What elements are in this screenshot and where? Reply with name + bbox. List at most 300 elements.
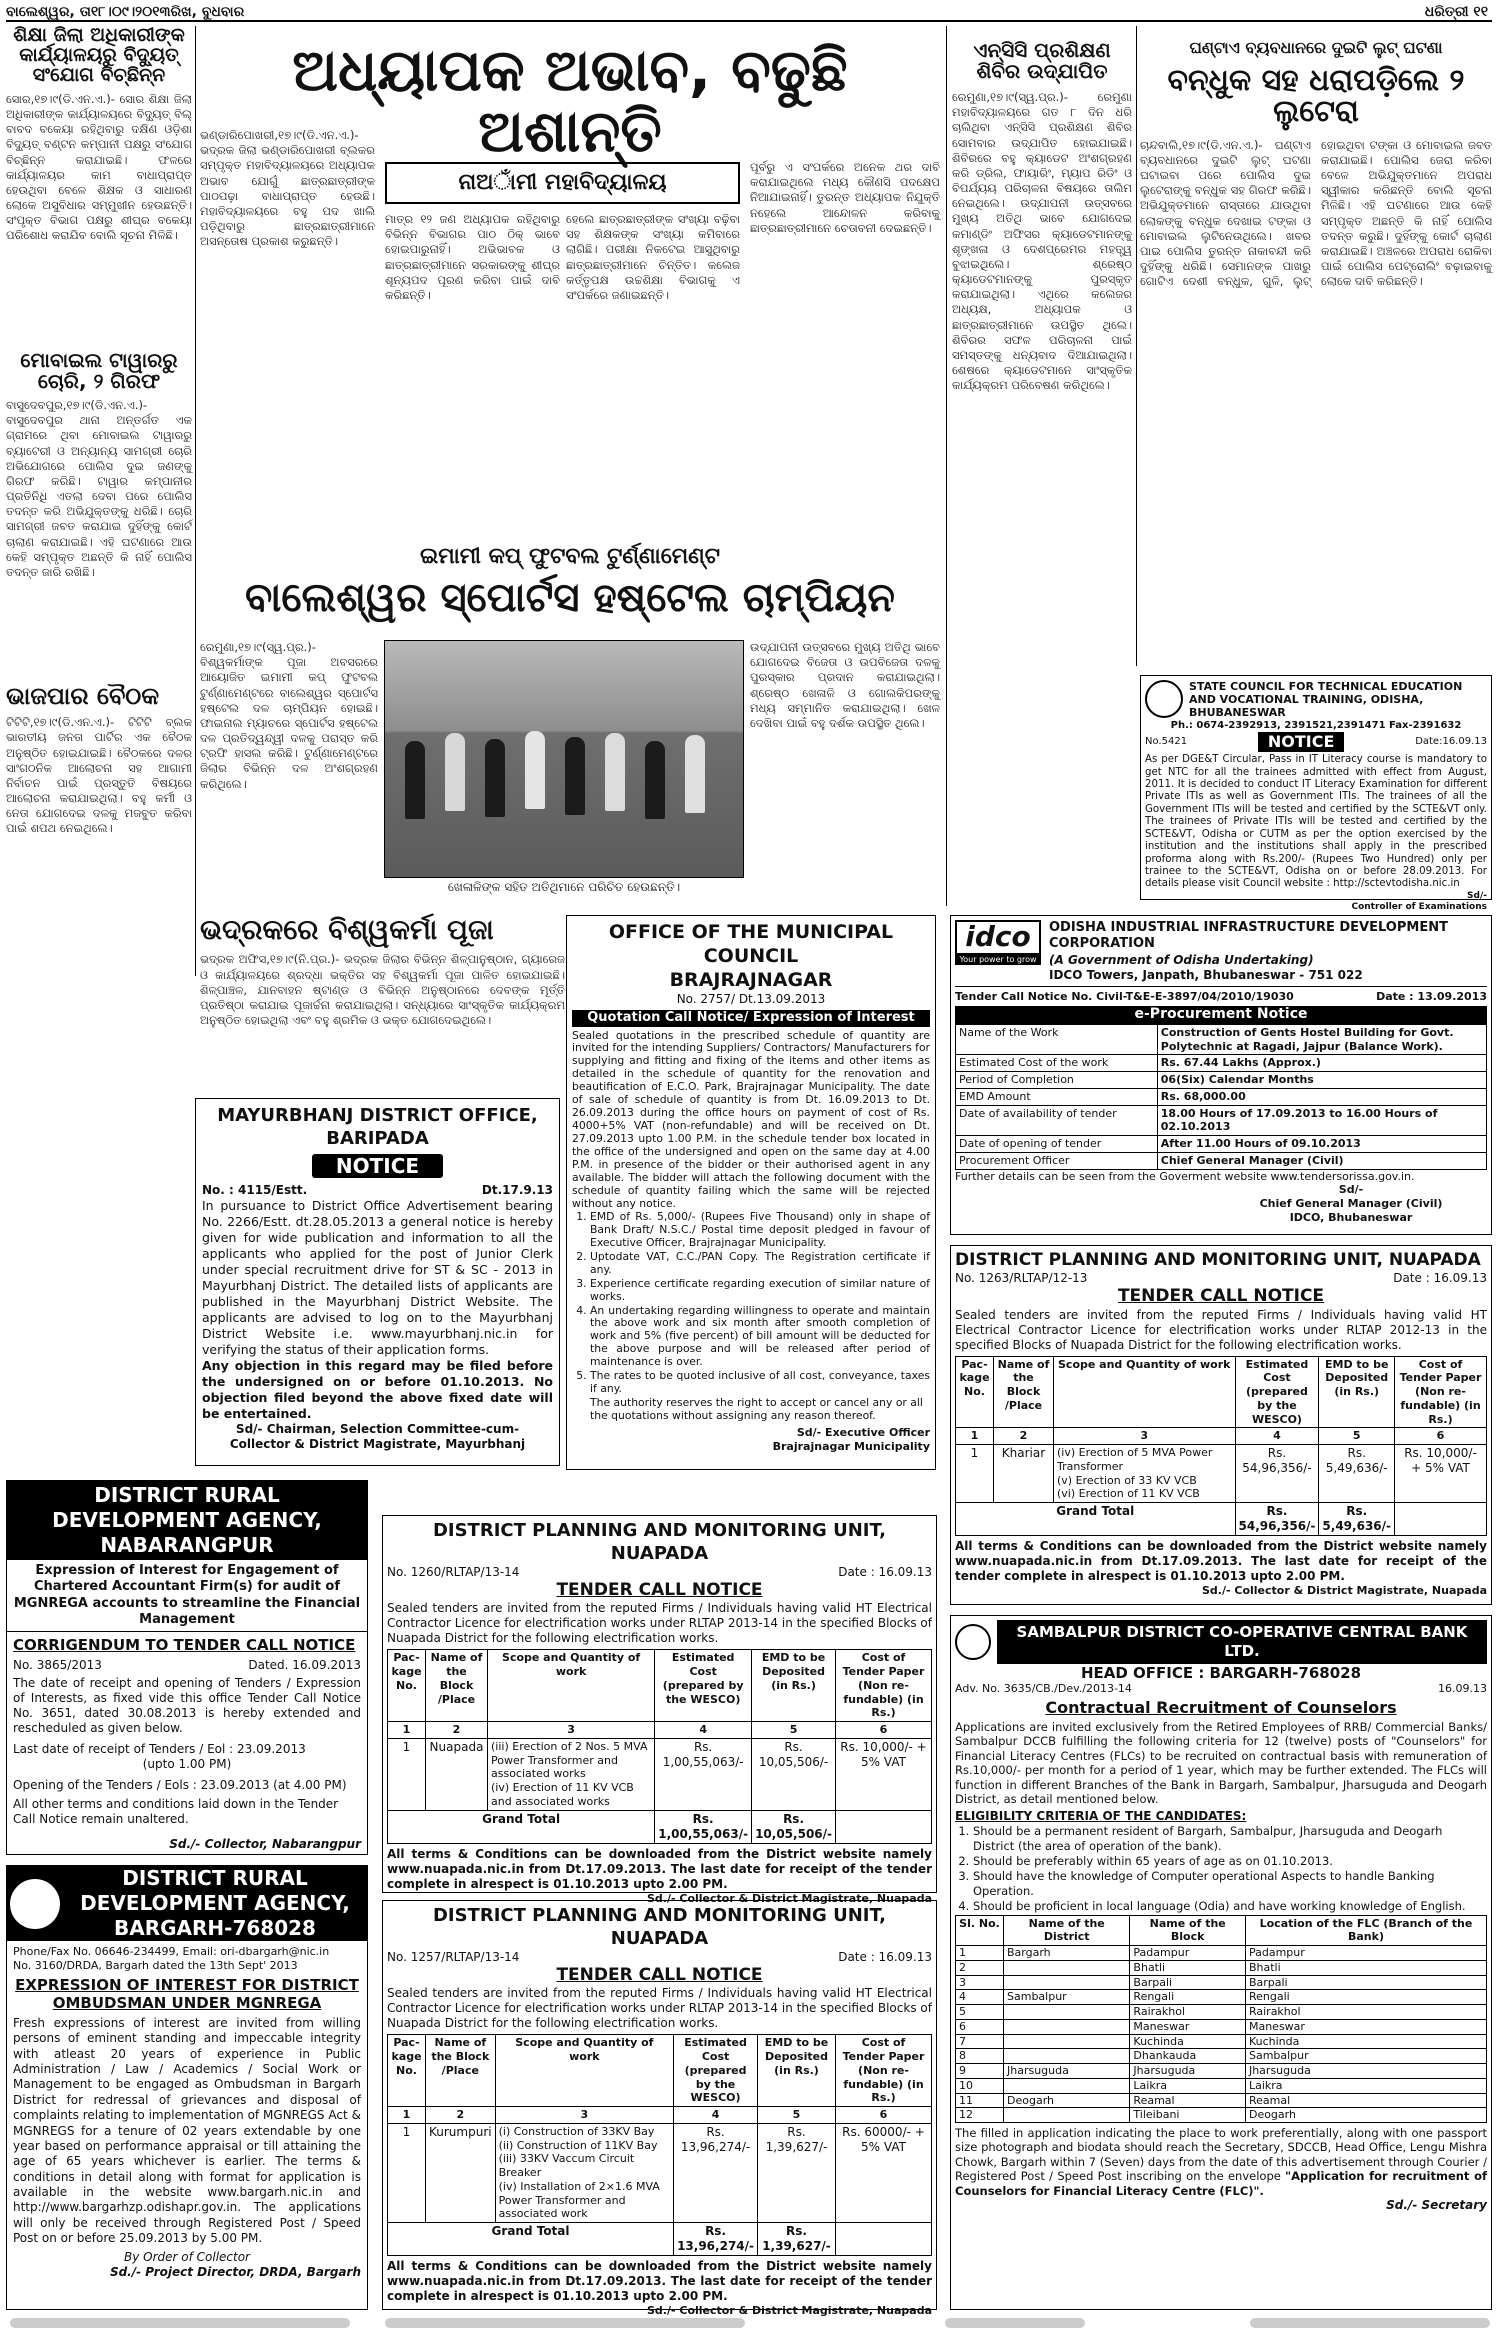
drda-bargarh-notice <box>6 1865 368 2310</box>
drda2-sign: Sd./- Project Director, DRDA, Bargarh <box>109 2265 361 2280</box>
table-cell <box>1395 1503 1487 1536</box>
mayurbhanj-title: MAYURBHANJ DISTRICT OFFICE, BARIPADA <box>217 1105 538 1149</box>
story-tower-theft-title: ମୋବାଇଲ ଟାୱାରରୁ ଚୋରି, ୨ ଗିରଫ <box>20 348 178 393</box>
table-cell: 06(Six) Calendar Months <box>1157 1072 1486 1089</box>
table-header-row <box>956 1356 1487 1428</box>
table-cell: 3 <box>495 2107 673 2124</box>
table-cell: Rs. 10,05,506/- <box>752 1738 836 1810</box>
scope-line: (iii) Erection of 2 Nos. 5 MVA Power Transformer and associated works <box>491 1739 648 1781</box>
table-cell: Padampur <box>1245 1946 1486 1961</box>
nua2-subtitle: TENDER CALL NOTICE <box>556 1580 763 1600</box>
table-cell: Jharsuguda <box>1004 2064 1130 2079</box>
list-item: 4. An undertaking regarding willingness to operate and maintain the above work and six month after smooth completion of work and 5% (five percent) of bill amount will be deducted for the above purpose and will be released after period of maintenance is over. <box>590 1305 930 1370</box>
nua3-sign: Sd./- Collector & District Magistrate, Nuapada <box>647 2304 932 2317</box>
municipal-docs-list <box>572 1211 930 1396</box>
table-row <box>388 2223 932 2256</box>
story-electricity-text: ସୋର,୧୭।୯(ଡି.ଏନ.ଏ.)- ସୋର ଶିକ୍ଷା ଜିଲା ଅଧିକାରୀଙ୍କ କାର୍ଯ୍ୟାଳୟରେ ବିଦ୍ୟୁତ୍ ବିଲ୍ ବାବଦ ବକେୟା ରହିଥିବାରୁ ଦକ୍ଷିଣ ଓଡ଼ିଶା ବିଦ୍ୟୁତ୍ ବଣ୍ଟନ କମ୍ପାନୀ ପକ୍ଷରୁ ସଂଯୋଗ ବିଚ୍ଛିନ୍ନ କରାଯାଇଛି। ଫଳରେ କାର୍ଯ୍ୟାଳୟର କାମ ବାଧାପ୍ରାପ୍ତ ହେଉଥିବା ବେଳେ ଶିକ୍ଷକ ଓ ସାଧାରଣ ଲୋକେ ଅସୁବିଧାର ସମ୍ମୁଖୀନ ହେଉଛନ୍ତି। ସଂପୃକ୍ତ ବିଭାଗ ପକ୍ଷରୁ ଶୀଘ୍ର ବକେୟା ପରିଶୋଧ କରାଯିବ ବୋଲି ସୂଚନା ମିଳିଛି। <box>6 91 192 243</box>
table-cell: 4 <box>655 1722 752 1739</box>
table-header-row <box>388 2035 932 2107</box>
table-cell: 9 <box>956 2064 1004 2079</box>
table-cell <box>1004 2005 1130 2020</box>
nua3-date: Date : 16.09.13 <box>838 1950 932 1964</box>
table-header: Pac-kage No. <box>388 2035 426 2107</box>
municipal-title-2: BRAJRAJNAGAR <box>669 968 833 991</box>
scope-line: (vi) Erection of 11 KV VCB <box>1057 1487 1200 1501</box>
mayurbhanj-number: No. : 4115/Estt. <box>202 1183 308 1197</box>
table-cell: 5 <box>758 2107 836 2124</box>
mayurbhanj-objection: Any objection in this regard may be filed before the undersigned on or before 01.10.2013. No objection filed beyond the above fixed date will be entertained. <box>202 1358 553 1421</box>
table-row <box>956 2064 1487 2079</box>
mayurbhanj-notice <box>195 1098 560 1466</box>
table-header: Name of the Block /Place <box>426 1650 488 1722</box>
table-cell: Rs. 60000/- + 5% VAT <box>836 2123 932 2222</box>
table-header: Pac-kage No. <box>956 1356 994 1428</box>
idco-tagline: Your power to grow <box>955 955 1041 965</box>
emblem-icon <box>1145 680 1183 718</box>
table-row <box>956 1503 1487 1536</box>
municipal-sign-1: Sd/- Executive Officer <box>796 1426 930 1440</box>
bank-adv-number: Adv. No. 3635/CB./Dev./2013-14 <box>955 1682 1132 1696</box>
bank-flc-table <box>955 1915 1487 2124</box>
bank-criteria-list <box>955 1824 1487 1913</box>
table-cell: Nuapada <box>426 1738 488 1810</box>
story-ncc-text: ରେମୁଣା,୧୭।୯(ସ୍ୱ.ପ୍ର.)- ରେମୁଣା ମହାବିଦ୍ୟାଳୟରେ ଗତ ୮ ଦିନ ଧରି ଚାଲିଥିବା ଏନ୍‌ସିସି ପ୍ରଶିକ୍ଷଣ ଶିବିର ସୋମବାର ଉଦ୍‌ଯାପିତ ହୋଇଯାଇଛି। ଶିବିରରେ ବହୁ କ୍ୟାଡେଟ ଅଂଶଗ୍ରହଣ କରି ଡ୍ରିଲ, ଫାୟାରିଂ, ମ୍ୟାପ ରିଡିଂ ଓ ବିପର୍ଯ୍ୟୟ ପରିଚାଳନା ବିଷୟରେ ତାଲିମ ନେଇଥିଲେ। ଉଦ୍‌ଯାପନୀ ଉତ୍ସବରେ ମୁଖ୍ୟ ଅତିଥି ଭାବେ ଯୋଗଦେଇ କମାଣ୍ଡିଂ ଅଫିସର କ୍ୟାଡେଟମାନଙ୍କୁ ଶୃଙ୍ଖଳା ଓ ଦେଶପ୍ରେମର ମହତ୍ତ୍ୱ ବୁଝାଇଥିଲେ। ଶ୍ରେଷ୍ଠ କ୍ୟାଡେଟମାନଙ୍କୁ ପୁରସ୍କୃତ କରାଯାଇଥିଲା। ଏଥିରେ କଲେଜର ଅଧ୍ୟକ୍ଷ, ଅଧ୍ୟାପକ ଓ ଛାତ୍ରଛାତ୍ରୀମାନେ ଉପସ୍ଥିତ ଥିଲେ। ଶିବିରର ସଫଳ ପରିଚାଳନା ପାଇଁ ସମସ୍ତଙ୍କୁ ଧନ୍ୟବାଦ ଦିଆଯାଇଥିଲା। ଶେଷରେ କ୍ୟାଡେଟମାନେ ସାଂସ୍କୃତିକ କାର୍ଯ୍ୟକ୍ରମ ପରିବେଷଣ କରିଥିଲେ। <box>952 90 1132 393</box>
table-cell <box>488 1738 655 1810</box>
table-header: Estimated Cost (prepared by the WESCO) <box>1235 1356 1319 1428</box>
table-cell: 1 <box>956 1445 994 1503</box>
sports-col-3 <box>750 640 940 905</box>
football-team-photo <box>384 640 744 878</box>
table-header: Pac-kage No. <box>388 1650 426 1722</box>
nuapada-notice-1260 <box>382 1515 937 1905</box>
table-cell: Deogarh <box>1004 2093 1130 2108</box>
bank-text: Applications are invited exclusively from the Retired Employees of RRB/ Commercial Banks/ Sambalpur DCCB fulfilling the following criteria for 12 (twelve) posts of "Counselors" for Financial Literacy Centres (FLCs) to be recruited on contractual basis with remuneration of Rs.10,000/- per month for a period of 1 year, which may be further extended. The FLCs will function in different Branches of the Bank in Bargarh, Sambalpur, Jharsuguda and Deogarh District, as detail mentioned below. <box>955 1720 1487 1806</box>
scte-date: Date:16.09.13 <box>1415 735 1487 747</box>
scte-notice <box>1140 675 1492 913</box>
table-cell: 1 <box>388 1722 426 1739</box>
table-row <box>388 1810 932 1843</box>
nua2-number: No. 1260/RLTAP/13-14 <box>387 1565 520 1579</box>
bank-footer-envelope: "Application for recruitment of Counselors for Financial Literacy Centre (FLC)". <box>955 2169 1487 2198</box>
table-cell: Rs. 67.44 Lakhs (Approx.) <box>1157 1055 1486 1072</box>
table-header: Cost of Tender Paper (Non re-fundable) (in Rs.) <box>836 2035 932 2107</box>
idco-name: ODISHA INDUSTRIAL INFRASTRUCTURE DEVELOPMENT CORPORATION <box>1049 920 1448 952</box>
photo-caption: ଖେଳାଳିଙ୍କ ସହିତ ଅତିଥିମାନେ ପରିଚିତ ହେଉଛନ୍ତି। <box>447 880 681 894</box>
mayurbhanj-notice-label: NOTICE <box>312 1154 443 1178</box>
table-cell: 4 <box>1235 1428 1319 1445</box>
municipal-title-1: OFFICE OF THE MUNICIPAL COUNCIL <box>608 921 894 967</box>
table-row <box>956 2019 1487 2034</box>
table-cell: Grand Total <box>388 1810 655 1843</box>
nua1-sign: Sd./- Collector & District Magistrate, Nuapada <box>1202 1584 1487 1597</box>
drda1-title: DISTRICT RURAL DEVELOPMENT AGENCY, NABARANGPUR <box>7 1481 367 1560</box>
table-cell: Rs. 1,39,627/- <box>758 2123 836 2222</box>
table-cell: Chief General Manager (Civil) <box>1157 1152 1486 1169</box>
mayurbhanj-date: Dt.17.9.13 <box>481 1183 553 1197</box>
idco-notice <box>950 915 1492 1235</box>
drda1-terms: All other terms and conditions laid down in the Tender Call Notice remain unaltered. <box>13 1796 339 1826</box>
table-cell: Jharsuguda <box>1245 2064 1486 2079</box>
table-header-row <box>956 1915 1487 1946</box>
story-ncc-title: ଏନ୍‌ସିସି ପ୍ରଶିକ୍ଷଣ ଶିବିର ଉଦ୍‌ଯାପିତ <box>973 38 1111 83</box>
list-item: 3. Experience certificate regarding execution of similar nature of works. <box>590 1278 930 1304</box>
scope-line: (iv) Erection of 5 MVA Power Transformer <box>1057 1446 1213 1473</box>
lead-col-4-text: ପୂର୍ବରୁ ଏ ସଂପର୍କରେ ଅନେକ ଥର ଦାବି କରାଯାଇଥିଲେ ମଧ୍ୟ କୌଣସି ପଦକ୍ଷେପ ନିଆଯାଇନାହିଁ। ତୁରନ୍ତ ଅଧ୍ୟାପକ ନିଯୁକ୍ତି ନହେଲେ ଆନ୍ଦୋଳନ କରିବାକୁ ଛାତ୍ରଛାତ୍ରୀମାନେ ଚେତାବନୀ ଦେଇଛନ୍ତି। <box>750 160 940 235</box>
nua2-intro: Sealed tenders are invited from the reputed Firms / Individuals having valid HT Electrical Contractor Licence for electrification works under RLTAP 2013-14 in the specified Blocks of Nuapada District for the following electrification works. <box>387 1601 932 1646</box>
list-item: 4. Should be proficient in local language (Odia) and have working knowledge of English. <box>973 1899 1487 1913</box>
sports-kicker: ଇମାମୀ କପ୍ ଫୁଟବଲ ଟୁର୍ଣ୍ଣାମେଣ୍ଟ <box>419 544 721 569</box>
story-bjp-title: ଭାଜପାର ବୈଠକ <box>6 682 160 710</box>
lead-col-2 <box>385 212 560 538</box>
list-item: 1. Should be a permanent resident of Bargarh, Sambalpur, Jharsuguda and Deogarh District (the area of operation of the bank). <box>973 1824 1487 1853</box>
scope-line: (ii) Construction of 11KV Bay <box>498 2138 658 2152</box>
drda2-phone: Phone/Fax No. 06646-234499, Email: ori-dbargarh@nic.in <box>13 1945 330 1958</box>
nua3-footer: All terms & Conditions can be downloaded from the District website namely www.nuapada.nic.in from Dt.17.09.2013. The last date for receipt of the tender complete in alrespect is 01.10.2013 upto 2.00 PM. <box>387 2259 932 2303</box>
nua3-intro: Sealed tenders are invited from the reputed Firms / Individuals having valid HT Electrical Contractor Licence for electrification works under RLTAP 2013-14 in the specified Blocks of Nuapada District for the following electrification works. <box>387 1986 932 2031</box>
nuapada-notice-1263 <box>950 1245 1492 1605</box>
table-header: Name of the Block /Place <box>426 2035 496 2107</box>
table-row <box>956 2078 1487 2093</box>
table-cell: Rs. 10,000/- + 5% VAT <box>1395 1445 1487 1503</box>
table-cell: Barpali <box>1245 1975 1486 1990</box>
table-cell: Reamal <box>1245 2093 1486 2108</box>
lead-kicker: ନାଅାଁମୀ ମହାବିଦ୍ୟାଳୟ <box>385 162 740 204</box>
table-cell: Jharsuguda <box>1130 2064 1246 2079</box>
table-cell: 3 <box>956 1975 1004 1990</box>
nua2-table <box>387 1649 932 1843</box>
idco-tender-number: Tender Call Notice No. Civil-T&E-E-3897/04/2010/19030 <box>955 989 1294 1003</box>
list-item: 5. The rates to be quoted inclusive of all cost, conveyance, taxes if any. <box>590 1370 930 1396</box>
mayurbhanj-text: In pursuance to District Office Advertisement bearing No. 2266/Estt. dt.28.05.2013 a general notice is hereby given for wide publication and information to all the applicants who applied for the post of Junior Clerk under special recruitment drive for ST & SC - 2013 in Mayurbhanj District. The detailed lists of applicants are published in the Mayurbhanj District Website. The applicants are advised to log on to the Mayurbhanj District Website i.e. www.mayurbhanj.nic.in for verifying the status of their application forms. <box>202 1198 553 1357</box>
nua3-table <box>387 2034 932 2256</box>
drda2-subtitle: EXPRESSION OF INTEREST FOR DISTRICT OMBUDSMAN UNDER MGNREGA <box>15 1975 359 2013</box>
idco-bar: e-Procurement Notice <box>955 1006 1487 1024</box>
table-row <box>956 2034 1487 2049</box>
table-cell: Rengali <box>1130 1990 1246 2005</box>
table-cell: Date of availability of tender <box>956 1105 1158 1136</box>
table-cell <box>1004 2108 1130 2123</box>
nua2-title: DISTRICT PLANNING AND MONITORING UNIT, NUAPADA <box>432 1520 887 1564</box>
table-cell: Bhatli <box>1245 1960 1486 1975</box>
table-cell <box>1054 1445 1236 1503</box>
bank-date: 16.09.13 <box>1438 1682 1487 1696</box>
nua3-title: DISTRICT PLANNING AND MONITORING UNIT, NUAPADA <box>432 1905 887 1949</box>
table-cell: Rs. 10,000/- + 5% VAT <box>836 1738 932 1810</box>
table-cell <box>1004 1960 1130 1975</box>
emblem-icon <box>10 1879 60 1929</box>
table-row <box>956 2005 1487 2020</box>
table-cell: Rs. 1,00,55,063/- <box>655 1738 752 1810</box>
table-cell: Grand Total <box>388 2223 674 2256</box>
story-electricity <box>6 26 192 346</box>
drda1-text: The date of receipt and opening of Tenders / Expression of Interests, as fixed vide this office Tender Call Notice No. 3651, dated 30.08.2013 is hereby extended and rescheduled as given below. <box>13 1675 361 1735</box>
table-cell: Date of opening of tender <box>956 1136 1158 1153</box>
story-bjp-meeting <box>6 684 192 974</box>
table-cell: 7 <box>956 2034 1004 2049</box>
bank-title: SAMBALPUR DISTRICT CO-OPERATIVE CENTRAL BANK LTD. <box>997 1620 1487 1664</box>
table-cell: Kurumpuri <box>426 2123 496 2222</box>
drda1-number: No. 3865/2013 <box>13 1657 102 1672</box>
table-header: Scope and Quantity of work <box>495 2035 673 2107</box>
idco-date: Date : 13.09.2013 <box>1376 989 1487 1003</box>
table-header: Location of the FLC (Branch of the Bank) <box>1245 1915 1486 1946</box>
drda2-order: By Order of Collector <box>123 2250 250 2265</box>
table-row <box>956 1024 1487 1055</box>
table-cell: 5 <box>752 1722 836 1739</box>
table-cell: Rs. 54,96,356/- <box>1235 1503 1319 1536</box>
table-cell: Kuchinda <box>1130 2034 1246 2049</box>
table-row <box>956 1990 1487 2005</box>
drda2-text: Fresh expressions of interest are invited from willing persons of eminent standing and impeccable integrity with atleast 20 years of experience in Public Administration / Law / Academics / Social Work or Management to be engaged as Ombudsman in Bargarh District for redressal of grievances and disposal of complaints relating to implementation of MGNREGS Act & MGNREGS for a tenure of 02 years extendable by one year based on performance appraisal or till attaining the age of 65 years whichever is earlier. The terms & conditions in detail along with format for application is available in the website www.bargarh.nic.in and http://www.bargarhzp.odishapr.gov.in. The applications will only be received through Registered Post / Speed Post on or before 25.09.2013 by 5.00 PM. <box>13 2016 361 2246</box>
table-cell: Maneswar <box>1245 2019 1486 2034</box>
scte-notice-label: NOTICE <box>1258 732 1345 752</box>
drda2-title: DISTRICT RURAL DEVELOPMENT AGENCY, BARGARH-768028 <box>80 1866 350 1940</box>
table-cell: Rairakhol <box>1245 2005 1486 2020</box>
idco-address: IDCO Towers, Janpath, Bhubaneswar - 751 022 <box>1049 967 1363 982</box>
list-item: 2. Should be preferably within 65 years of age as on 01.10.2013. <box>973 1854 1487 1868</box>
table-cell: Rs. 13,96,274/- <box>674 2223 758 2256</box>
nua2-footer: All terms & Conditions can be downloaded from the District website namely www.nuapada.nic.in from Dt.17.09.2013. The last date for receipt of the tender complete in alrespect is 01.10.2013 upto 2.00 PM. <box>387 1846 932 1891</box>
table-header: Estimated Cost (prepared by the WESCO) <box>655 1650 752 1722</box>
nua3-number: No. 1257/RLTAP/13-14 <box>387 1950 520 1964</box>
nua1-date: Date : 16.09.13 <box>1393 1271 1487 1286</box>
table-row <box>956 1136 1487 1153</box>
drda1-last-date: Last date of receipt of Tenders / Eol : 23.09.2013 <box>13 1741 306 1756</box>
municipal-intro: Sealed quotations in the prescribed schedule of quantity are invited for the intending Suppliers/ Contractors/ Manufacturers for supplying and fitting and fixing of the items and other items as detailed in the schedule of quantity for the renovation and beautification of E.C.O. Park, Brajrajnagar Municipality. The date of sale of schedule of quantity is from Dt. 16.09.2013 to Dt. 26.09.2013 during the office hours on payment of cost of Rs. 4000+5% VAT (non-refundable) and will be received on Dt. 27.09.2013 upto 1.00 P.M. in the schedule tender box located in the office of the undersigned and open on the same day at 4.00 P.M. in presence of the bidder or their authorised agent in any available. The bidder will attach the following document with the schedule of quantity failing which the same will be rejected without any notice. <box>572 1028 930 1210</box>
idco-sign-2: Chief General Manager (Civil) <box>1259 1197 1443 1210</box>
list-item: 1. EMD of Rs. 5,000/- (Rupees Five Thousand) only in shape of Bank Draft/ N.S.C./ Postal time deposit pledged in favour of Executive Officer, Brajrajnagar Municipality. <box>590 1211 930 1250</box>
municipal-number: No. 2757/ Dt.13.09.2013 <box>676 992 826 1007</box>
table-cell <box>1004 2049 1130 2064</box>
table-cell: 1 <box>388 2123 426 2222</box>
table-cell: 4 <box>674 2107 758 2124</box>
sports-headline: ବାଲେଶ୍ୱର ସ୍ପୋର୍ଟସ ହଷ୍ଟେଲ ଚାମ୍ପିୟନ <box>245 575 895 621</box>
story-loot-text: ଚାନ୍ଦବାଲି,୧୭।୯(ଡି.ଏନ.ଏ.)- ଘଣ୍ଟାଏ ବ୍ୟବଧାନରେ ଦୁଇଟି ଲୁଟ୍ ଘଟଣା ଘଟାଇବା ପରେ ପୋଲିସ ଦୁଇ ଲୁଟେରାଙ୍କୁ ବନ୍ଧୁକ ସହ ଗିରଫ କରିଛି। ଅଭିଯୁକ୍ତମାନେ ରାସ୍ତାରେ ଯାଉଥିବା ଲୋକଙ୍କୁ ବନ୍ଧୁକ ଦେଖାଇ ଟଙ୍କା ଓ ମୋବାଇଲ ଲୁଟିନେଉଥିଲେ। ଖବର ପାଇ ପୋଲିସ ତୁରନ୍ତ ନାକାବନ୍ଦୀ କରି ଦୁହିଁଙ୍କୁ ଧରିଛି। ସେମାନଙ୍କ ପାଖରୁ ଗୋଟିଏ ଦେଶୀ ବନ୍ଧୁକ, ଗୁଳି, ଲୁଟ୍ ହୋଇଥିବା ଟଙ୍କା ଓ ମୋବାଇଲ ଜବତ କରାଯାଇଛି। ପୋଲିସ ଜେରା କରିବା ବେଳେ ଅଭିଯୁକ୍ତମାନେ ଅପରାଧ ସ୍ୱୀକାର କରିଛନ୍ତି ବୋଲି ସୂଚନା ମିଳିଛି। ଏହି ଘଟଣାରେ ଆଉ କେହି ସମ୍ପୃକ୍ତ ଅଛନ୍ତି କି ନାହିଁ ପୋଲିସ ତଦନ୍ତ କରୁଛି। ଦୁହିଁଙ୍କୁ କୋର୍ଟ ଚାଲାଣ କରାଯାଇଛି। ଅଞ୍ଚଳରେ ଅପରାଧ ରୋକିବା ପାଇଁ ପୋଲିସ ପେଟ୍ରୋଲିଂ ବଢ଼ାଇବାକୁ ଲୋକେ ଦାବି କରିଛନ୍ତି। <box>1140 137 1492 289</box>
nua3-subtitle: TENDER CALL NOTICE <box>556 1965 763 1985</box>
sports-col-1 <box>200 640 378 905</box>
sports-col-1-text: ରେମୁଣା,୧୭।୯(ସ୍ୱ.ପ୍ର.)- ବିଶ୍ୱକର୍ମାଙ୍କ ପୂଜା ଅବସରରେ ଆୟୋଜିତ ଇମାମୀ କପ୍ ଫୁଟବଲ ଟୁର୍ଣ୍ଣାମେଣ୍ଟରେ ବାଲେଶ୍ୱର ସ୍ପୋର୍ଟସ ହଷ୍ଟେଲ ଦଳ ଚାମ୍ପିୟନ ହୋଇଛି। ଫାଇନାଲ ମ୍ୟାଚରେ ସ୍ପୋର୍ଟସ ହଷ୍ଟେଲ ଦଳ ପ୍ରତିଦ୍ୱନ୍ଦ୍ୱୀ ଦଳକୁ ପରାସ୍ତ କରି ଟ୍ରଫି ହାସଲ କରିଛି। ଟୁର୍ଣ୍ଣାମେଣ୍ଟରେ ଜିଲାର ବିଭିନ୍ନ ଦଳ ଅଂଶଗ୍ରହଣ କରିଥିଲେ। <box>200 640 378 791</box>
drda1-bar: CORRIGENDUM TO TENDER CALL NOTICE <box>13 1636 356 1654</box>
table-cell: Barpali <box>1130 1975 1246 1990</box>
table-row <box>956 2093 1487 2108</box>
table-header: Estimated Cost (prepared by the WESCO) <box>674 2035 758 2107</box>
table-cell <box>836 1810 932 1843</box>
story-loot-title: ବନ୍ଧୁକ ସହ ଧରାପଡ଼ିଲେ ୨ ଲୁଟେରା <box>1167 62 1465 130</box>
table-header: EMD to be Deposited (in Rs.) <box>752 1650 836 1722</box>
table-cell: 2 <box>426 1722 488 1739</box>
table-cell: Bhatli <box>1130 1960 1246 1975</box>
table-cell: 5 <box>956 2005 1004 2020</box>
bank-footer-text: The filled in application indicating the place to work preferentially, along with one passport size photograph and biodata should reach the Secretary, SDCCB, Head Office, Lengu Mishra Chowk, Bargarh within 7 (Seven) days from the date of this advertisement through Courier / Registered Post / Speed Post inscribing on the envelope <box>955 2126 1487 2184</box>
scope-line: (iv) Erection of 11 KV VCB and associated works <box>491 1781 634 1808</box>
nuapada-notice-1257 <box>382 1900 937 2317</box>
nua1-title: DISTRICT PLANNING AND MONITORING UNIT, NUAPADA <box>955 1250 1481 1270</box>
lead-col-2-text: ମାତ୍ର ୧୨ ଜଣ ଅଧ୍ୟାପକ ରହିଥିବାରୁ ବିଭିନ୍ନ ବିଭାଗର ପାଠ ଠିକ୍ ଭାବେ ହୋଇପାରୁନାହିଁ। ଅଭିଭାବକ ଓ ଛାତ୍ରଛାତ୍ରୀମାନେ ସରକାରଙ୍କୁ ଶୀଘ୍ର ଶୂନ୍ୟପଦ ପୂରଣ କରିବା ପାଇଁ ଦାବି କରିଛନ୍ତି। <box>385 212 560 302</box>
table-cell: 18.00 Hours of 17.09.2013 to 16.00 Hours of 02.10.2013 <box>1157 1105 1486 1136</box>
table-cell: Rs. 68,000.00 <box>1157 1088 1486 1105</box>
scte-sign-2: Controller of Examinations <box>1351 902 1487 913</box>
table-cell: Bargarh <box>1004 1946 1130 1961</box>
story-viswakarma-title: ଭଦ୍ରକରେ ବିଶ୍ୱକର୍ମା ପୂଜା <box>200 913 494 946</box>
story-bjp-text: ଟିଟିଟି,୧୭।୯(ଡି.ଏନ.ଏ.)- ଟିଟିଟି ବ୍ଲକ ଭାରତୀୟ ଜନତା ପାର୍ଟିର ଏକ ବୈଠକ ଅନୁଷ୍ଠିତ ହୋଇଯାଇଛି। ବୈଠକରେ ଦଳର ସାଂଗଠନିକ ଆଲୋଚନା ସହ ଆଗାମୀ ନିର୍ବାଚନ ପାଇଁ ପ୍ରସ୍ତୁତି ବିଷୟରେ ଆଲୋଚନା କରାଯାଇଥିଲା। ବହୁ କର୍ମୀ ଓ ନେତା ଯୋଗଦେଇ ଦଳକୁ ମଜବୁତ କରିବା ପାଇଁ ଶପଥ ନେଇଥିଲେ। <box>6 715 192 836</box>
column-divider <box>1136 26 1137 666</box>
footer-bar <box>1250 2318 1490 2328</box>
nua2-sign: Sd./- Collector & District Magistrate, Nuapada <box>647 1891 932 1905</box>
drda1-last-time: (upto 1.00 PM) <box>142 1756 232 1771</box>
municipal-notice <box>566 915 936 1470</box>
lead-headline: ଅଧ୍ୟାପକ ଅଭାବ, ବଢୁଛି ଅଶାନ୍ତି <box>292 36 848 165</box>
table-cell: Period of Completion <box>956 1072 1158 1089</box>
table-cell: Kuchinda <box>1245 2034 1486 2049</box>
table-cell: 4 <box>956 1990 1004 2005</box>
table-cell: Grand Total <box>956 1503 1236 1536</box>
table-cell: Laikra <box>1245 2078 1486 2093</box>
table-cell: Construction of Gents Hostel Building for Govt. Polytechnic at Ragadi, Jajpur (Balance Work). <box>1157 1024 1486 1055</box>
table-cell: 1 <box>956 1428 994 1445</box>
scte-name: STATE COUNCIL FOR TECHNICAL EDUCATION AND VOCATIONAL TRAINING, ODISHA, BHUBANESWAR <box>1189 680 1463 720</box>
story-tower-theft <box>6 350 192 680</box>
story-tower-theft-text: ବାସୁଦେବପୁର,୧୭।୯(ଡି.ଏନ.ଏ.)- ବାସୁଦେବପୁର ଥାନା ଅନ୍ତର୍ଗତ ଏକ ଗ୍ରାମରେ ଥିବା ମୋବାଇଲ ଟାୱାରରୁ ବ୍ୟାଟେରୀ ଓ ଅନ୍ୟାନ୍ୟ ସାମଗ୍ରୀ ଚୋରି ଅଭିଯୋଗରେ ପୋଲିସ ଦୁଇ ଜଣଙ୍କୁ ଗିରଫ କରିଛି। ଟାୱାର କମ୍ପାନୀର ପ୍ରତିନିଧି ଏତଲା ଦେବା ପରେ ପୋଲିସ ତଦନ୍ତ କରି ଅଭିଯୁକ୍ତଙ୍କୁ ଧରିଛି। ଚୋରି ସାମଗ୍ରୀ ଜବତ କରାଯାଇ ଦୁହିଁଙ୍କୁ କୋର୍ଟ ଚାଲାଣ କରାଯାଇଛି। ଏହି ଘଟଣାରେ ଆଉ କେହି ସମ୍ପୃକ୍ତ ଅଛନ୍ତି କି ନାହିଁ ପୋଲିସ ତଦନ୍ତ ଜାରି ରଖିଛି। <box>6 398 192 579</box>
table-cell: Tileibani <box>1130 2108 1246 2123</box>
table-row <box>956 1088 1487 1105</box>
lead-col-1-text: ଭଣ୍ଡାରିପୋଖରୀ,୧୭।୯(ଡି.ଏନ.ଏ.)- ଭଦ୍ରକ ଜିଲା ଭଣ୍ଡାରିପୋଖରୀ ବ୍ଲକର ସମ୍ପୃକ୍ତ ମହାବିଦ୍ୟାଳୟରେ ଅଧ୍ୟାପକ ଅଭାବ ଯୋଗୁଁ ଛାତ୍ରଛାତ୍ରୀଙ୍କ ପାଠପଢ଼ା ବାଧାପ୍ରାପ୍ତ ହେଉଛି। ମହାବିଦ୍ୟାଳୟରେ ବହୁ ପଦ ଖାଲି ପଡ଼ିଥିବାରୁ ଛାତ୍ରଛାତ୍ରୀମାନେ ଅସନ୍ତୋଷ ପ୍ରକାଶ କରୁଛନ୍ତି। <box>200 128 375 249</box>
table-cell: 2 <box>426 2107 496 2124</box>
table-row <box>388 1722 932 1739</box>
table-row <box>388 2107 932 2124</box>
scte-text: As per DGE&T Circular, Pass in IT Literacy course is mandatory to get NTC for all the trainees admitted with effect from August, 2011. It is decided to conduct IT Literacy Examination for different Private ITIs as well as Government ITIs. The trainees of all the Government ITIs will be tested and certified by the SCTE&VT only. The trainees of Private ITIs will be tested and certified by the SCTE&VT, Odisha or CUTM as per the option exercised by the institution and the institutions shall apply in the prescribed proforma along with Rs.200/- (Rupees Two Hundred) only per trainee to the SCTE&VT, Odisha on or before 28.09.2013. For details please visit Council website : http://sctevtodisha.nic.in <box>1145 754 1487 890</box>
table-row <box>388 1738 932 1810</box>
idco-footer: Further details can be seen from the Goverment website www.tendersorissa.gov.in. <box>955 1169 1415 1183</box>
table-cell: Rs. 5,49,636/- <box>1319 1445 1395 1503</box>
footer-bar <box>10 2318 350 2328</box>
table-row <box>956 1105 1487 1136</box>
lead-col-1 <box>200 128 375 538</box>
table-header: Name of the Block /Place <box>994 1356 1054 1428</box>
table-cell: Reamal <box>1130 2093 1246 2108</box>
table-cell: Rs. 1,39,627/- <box>758 2223 836 2256</box>
page-masthead <box>6 4 1492 22</box>
table-header: Name of the District <box>1004 1915 1130 1946</box>
scope-line: (v) Erection of 33 KV VCB <box>1057 1473 1197 1487</box>
nua2-date: Date : 16.09.13 <box>838 1565 932 1579</box>
table-cell: Rs. 10,05,506/- <box>752 1810 836 1843</box>
scope-line: (iv) Installation of 2×1.6 MVA Power Transformer and associated work <box>498 2179 660 2221</box>
table-cell: EMD Amount <box>956 1088 1158 1105</box>
table-row <box>956 1445 1487 1503</box>
table-cell: Rs. 5,49,636/- <box>1319 1503 1395 1536</box>
table-cell: 10 <box>956 2078 1004 2093</box>
idco-table <box>955 1024 1487 1170</box>
scope-line: (i) Construction of 33KV Bay <box>498 2124 655 2138</box>
table-cell: Estimated Cost of the work <box>956 1055 1158 1072</box>
municipal-sign-2: Brajrajnagar Municipality <box>772 1439 930 1453</box>
nua1-number: No. 1263/RLTAP/12-13 <box>955 1271 1088 1286</box>
story-ncc <box>952 40 1132 906</box>
bank-eligibility: ELIGIBILITY CRITERIA OF THE CANDIDATES: <box>955 1809 1247 1824</box>
table-cell: Rs. 54,96,356/- <box>1235 1445 1319 1503</box>
table-header: Scope and Quantity of work <box>1054 1356 1236 1428</box>
lead-col-3-text: ହେଲେ ଛାତ୍ରଛାତ୍ରୀଙ୍କ ସଂଖ୍ୟା ବଢ଼ିବା ସହ ଶିକ୍ଷକଙ୍କ ସଂଖ୍ୟା କମିବାରେ ଲାଗିଛି। ପରୀକ୍ଷା ନିକଟେଇ ଆସୁଥିବାରୁ ଛାତ୍ରଛାତ୍ରୀମାନେ ଚିନ୍ତିତ। କଲେଜ କର୍ତ୍ତୃପକ୍ଷ ଉଚ୍ଚଶିକ୍ଷା ବିଭାଗକୁ ଏ ସଂପର୍କରେ ଜଣାଇଛନ୍ତି। <box>566 212 740 302</box>
table-header: Cost of Tender Paper (Non re-fundable) (in Rs.) <box>836 1650 932 1722</box>
story-loot <box>1140 40 1492 670</box>
table-cell: Deogarh <box>1245 2108 1486 2123</box>
table-cell: Rengali <box>1245 1990 1486 2005</box>
lead-col-3 <box>566 212 740 538</box>
table-cell: 12 <box>956 2108 1004 2123</box>
bank-subtitle: Contractual Recruitment of Counselors <box>1045 1698 1397 1717</box>
table-cell: 2 <box>956 1960 1004 1975</box>
table-cell: 3 <box>1054 1428 1236 1445</box>
table-cell: Dhankauda <box>1130 2049 1246 2064</box>
table-cell: 8 <box>956 2049 1004 2064</box>
drda-nabarangpur-notice <box>6 1480 368 1855</box>
nua1-table <box>955 1356 1487 1537</box>
sports-col-3-text: ଉଦ୍‌ଯାପନୀ ଉତ୍ସବରେ ମୁଖ୍ୟ ଅତିଥି ଭାବେ ଯୋଗଦେଇ ବିଜେତା ଓ ଉପବିଜେତା ଦଳକୁ ପୁରସ୍କାର ପ୍ରଦାନ କରାଯାଇଥିଲା। ଶ୍ରେଷ୍ଠ ଖେଳାଳି ଓ ଗୋଲକିପରଙ୍କୁ ମଧ୍ୟ ସମ୍ମାନିତ କରାଯାଇଥିଲା। ଖେଳ ଦେଖିବା ପାଇଁ ବହୁ ଦର୍ଶକ ଉପସ୍ଥିତ ଥିଲେ। <box>750 640 940 730</box>
table-cell: 11 <box>956 2093 1004 2108</box>
table-cell: 3 <box>488 1722 655 1739</box>
scte-phone: Ph.: 0674-2392913, 2391521,2391471 Fax-2391632 <box>1170 719 1462 731</box>
table-cell: 6 <box>956 2019 1004 2034</box>
table-row <box>956 1960 1487 1975</box>
story-viswakarma <box>200 915 565 1095</box>
table-row <box>956 2049 1487 2064</box>
drda1-opening: Opening of the Tenders / Eols : 23.09.2013 (at 4.00 PM) <box>13 1777 347 1792</box>
table-header: Sl. No. <box>956 1915 1004 1946</box>
story-viswakarma-text: ଭଦ୍ରକ ଅଫିସ,୧୭।୯(ନି.ପ୍ର.)- ଭଦ୍ରକ ଜିଲାର ବିଭିନ୍ନ ଶିଳ୍ପାନୁଷ୍ଠାନ, ଗ୍ୟାରେଜ ଓ କାର୍ଯ୍ୟାଳୟରେ ଶ୍ରଦ୍ଧା ଭକ୍ତିର ସହ ବିଶ୍ୱକର୍ମା ପୂଜା ପାଳିତ ହୋଇଯାଇଛି। ଶିଳ୍ପାଞ୍ଚଳ, ଯାନବାହନ ଷ୍ଟାଣ୍ଡ ଓ ବିଭିନ୍ନ ଅନୁଷ୍ଠାନରେ ଦେବଙ୍କ ମୂର୍ତ୍ତି ପ୍ରତିଷ୍ଠା କରାଯାଇ ପୂଜାର୍ଚ୍ଚନା କରାଯାଇଥିଲା। ସନ୍ଧ୍ୟାରେ ସାଂସ୍କୃତିକ କାର୍ଯ୍ୟକ୍ରମ ଅନୁଷ୍ଠିତ ହୋଇଥିଲା ଏବଂ ବହୁ ଶ୍ରମିକ ଓ ଭକ୍ତ ଯୋଗଦେଇଥିଲେ। <box>200 952 565 1028</box>
table-cell: 6 <box>836 2107 932 2124</box>
table-row <box>956 1428 1487 1445</box>
scte-number: No.5421 <box>1145 735 1188 747</box>
table-row <box>956 1072 1487 1089</box>
nua1-subtitle: TENDER CALL NOTICE <box>1117 1286 1325 1307</box>
story-loot-kicker: ଘଣ୍ଟାଏ ବ୍ୟବଧାନରେ ଦୁଇଟି ଲୁଟ୍ ଘଟଣା <box>1189 38 1443 57</box>
table-cell: 1 <box>956 1946 1004 1961</box>
bank-logo-icon <box>955 1624 991 1660</box>
table-row <box>956 1152 1487 1169</box>
table-cell <box>495 2123 673 2222</box>
list-item: 3. Should have the knowledge of Computer operational Aspects to handle Banking Operation. <box>973 1869 1487 1898</box>
table-cell: Maneswar <box>1130 2019 1246 2034</box>
drda1-subtitle: Expression of Interest for Engagement of Chartered Accountant Firm(s) for audit of MGNREGA accounts to streamline the Financial Management <box>7 1560 367 1632</box>
drda2-number: No. 3160/DRDA, Bargarh dated the 13th Sept' 2013 <box>13 1958 298 1972</box>
table-cell: 6 <box>836 1722 932 1739</box>
table-cell: Procurement Officer <box>956 1152 1158 1169</box>
table-header-row <box>388 1650 932 1722</box>
table-header: EMD to be Deposited (in Rs.) <box>1319 1356 1395 1428</box>
table-cell: After 11.00 Hours of 09.10.2013 <box>1157 1136 1486 1153</box>
municipal-bar: Quotation Call Notice/ Expression of Interest <box>572 1010 930 1026</box>
table-cell: 1 <box>388 1738 426 1810</box>
footer-bar <box>945 2318 1085 2328</box>
table-header: Name of the Block <box>1130 1915 1246 1946</box>
table-row <box>956 1055 1487 1072</box>
table-cell: 5 <box>1319 1428 1395 1445</box>
page-date-line: ବାଲେଶ୍ୱର, ତା୧୮।୦୯।୨୦୧୩ରିଖ, ବୁଧବାର <box>6 4 245 20</box>
table-header: Scope and Quantity of work <box>488 1650 655 1722</box>
table-cell <box>1004 2078 1130 2093</box>
table-row <box>956 1946 1487 1961</box>
table-cell: Sambalpur <box>1245 2049 1486 2064</box>
column-divider <box>946 26 947 906</box>
bank-footer <box>955 2126 1487 2198</box>
table-header: Cost of Tender Paper (Non re-fundable) (in Rs.) <box>1395 1356 1487 1428</box>
footer-bar <box>385 2318 745 2328</box>
idco-subtitle: (A Government of Odisha Undertaking) <box>1049 952 1314 967</box>
table-row <box>388 2123 932 2222</box>
nua1-intro: Sealed tenders are invited from the reputed Firms / Individuals having valid HT Electrical Contractor Licence for electrification works under RLTAP 2012-13 in the specified Blocks of Nuapada District for the following electrification works. <box>955 1307 1487 1352</box>
table-cell: Padampur <box>1130 1946 1246 1961</box>
column-divider <box>195 26 196 976</box>
